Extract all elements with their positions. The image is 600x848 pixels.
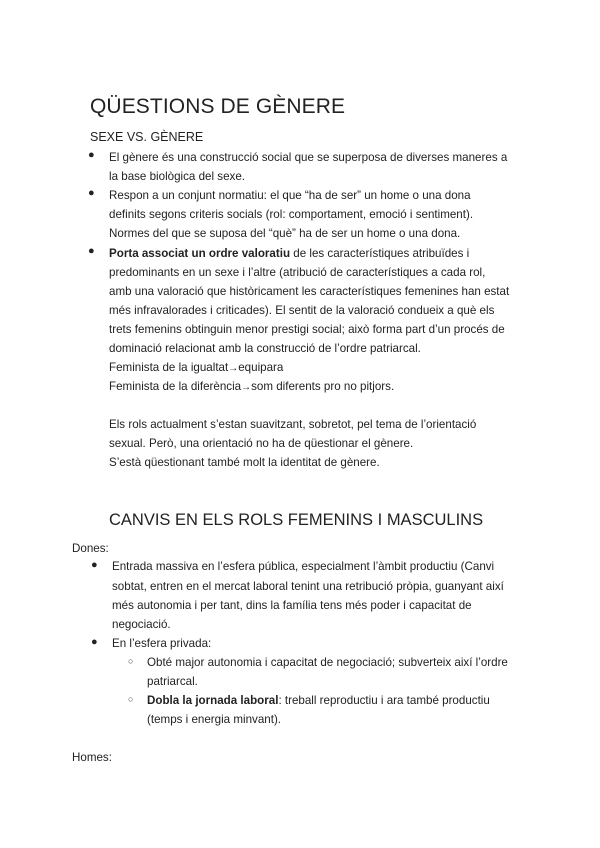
bullet-2-line-2: definits segons criteris socials (rol: comportament, emoció i sentiment).: [109, 208, 474, 221]
bold-phrase: Porta associat un ordre valoratiu: [109, 247, 291, 260]
bullet-3-line-5: trets femenins obtinguin menor prestigi social; això forma part d’un procés de: [109, 323, 505, 336]
feminism-equality: [109, 358, 283, 378]
bullet-1-line-1: El gènere és una construcció social que se superposa de diverses maneres a: [109, 151, 508, 164]
paragraph-line-1: Els rols actualment s’estan suavitzant, sobretot, pel tema de l’orientació: [109, 418, 477, 431]
women-bullet-2-line-1: En l’esfera privada:: [112, 637, 212, 650]
sub-bullet-2-rest: : treball reproductiu i ara també productiu: [278, 694, 490, 707]
women-bullet-1-line-1: Entrada massiva en l’esfera pública, especialment l’àmbit productiu (Canvi: [112, 560, 495, 573]
sub-bullet-2-line-1: [147, 691, 490, 710]
sub-bullet-1-line-2: patriarcal.: [147, 675, 198, 688]
bold-phrase: Dobla la jornada laboral: [147, 694, 279, 707]
women-bullet-1-line-2: sobtat, entren en el mercat laboral tenint una retribució pròpia, guanyant així: [112, 580, 504, 593]
bullet-3-line-2: predominants en un sexe i l’altre (atribució de característiques a cada rol,: [109, 266, 486, 279]
bullet-icon: ●: [88, 187, 95, 199]
section-subtitle: SEXE VS. GÈNERE: [90, 130, 204, 144]
circle-bullet-icon: ○: [128, 694, 134, 704]
paragraph-line-2: sexual. Però, una orientació no ha de qüestionar el gènere.: [109, 437, 414, 450]
arrow-icon: →: [228, 363, 239, 374]
women-label: Dones:: [72, 542, 109, 555]
bullet-1-line-2: la base biològica del sexe.: [109, 170, 245, 183]
women-bullet-1-line-3: més autonomia i per tant, dins la família tens més poder i capacitat de: [112, 599, 472, 612]
bullet-icon: ●: [88, 149, 95, 161]
feminism-equality-value: equipara: [238, 361, 284, 374]
feminism-difference: [109, 377, 394, 397]
circle-bullet-icon: ○: [128, 656, 134, 666]
men-label: Homes:: [72, 751, 112, 764]
bullet-3-line-4: més infravalorades i criticades). El sentit de la valoració condueix a què els: [109, 304, 495, 317]
bullet-3-line-1: [109, 244, 469, 263]
feminism-equality-label: Feminista de la igualtat: [109, 361, 229, 374]
bullet-2-line-1: Respon a un conjunt normatiu: el que “ha de ser” un home o una dona: [109, 189, 471, 202]
bullet-2-line-3: Normes del que se suposa del “què” ha de ser un home o una dona.: [109, 227, 461, 240]
bullet-icon: ●: [88, 245, 95, 257]
feminism-difference-label: Feminista de la diferència: [109, 380, 242, 393]
bullet-3-line-3: amb una valoració que històricament les característiques femenines han estat: [109, 285, 510, 298]
bullet-icon: ●: [91, 559, 98, 571]
sub-bullet-1-line-1: Obté major autonomia i capacitat de negociació; subverteix així l’ordre: [147, 656, 508, 669]
women-bullet-1-line-4: negociació.: [112, 618, 171, 631]
bullet-3-line-6: dominació relacionat amb la construcció de l’ordre patriarcal.: [109, 342, 421, 355]
sub-bullet-2-line-2: (temps i energia minvant).: [147, 713, 282, 726]
bullet-3-rest: de les característiques atribuïdes i: [290, 247, 470, 260]
paragraph-line-3: S’està qüestionant també molt la identitat de gènere.: [109, 456, 380, 469]
feminism-difference-value: som diferents pro no pitjors.: [251, 380, 395, 393]
page-title: QÜESTIONS DE GÈNERE: [90, 95, 346, 118]
arrow-icon: →: [241, 382, 252, 393]
section-heading: CANVIS EN ELS ROLS FEMENINS I MASCULINS: [109, 511, 484, 529]
bullet-icon: ●: [91, 636, 98, 648]
